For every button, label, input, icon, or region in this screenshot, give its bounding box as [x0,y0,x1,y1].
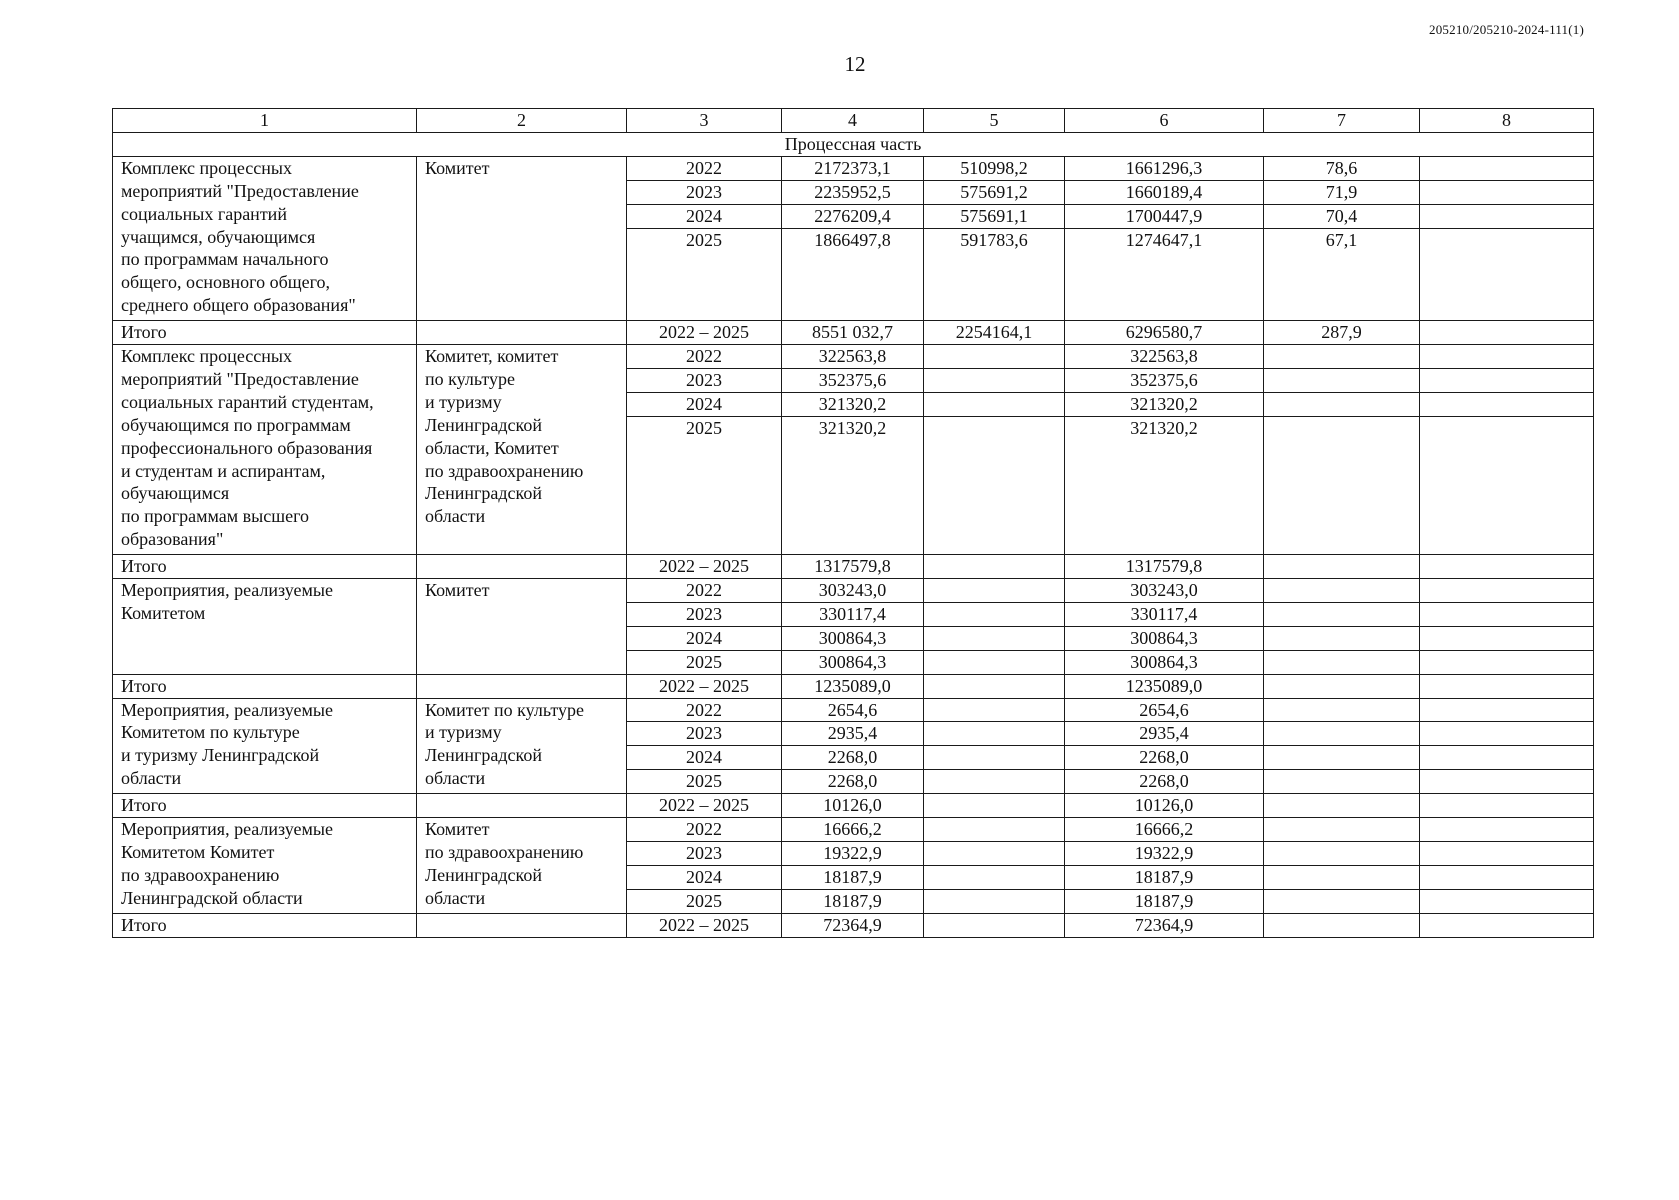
value-cell-c5 [924,842,1065,866]
value-cell-c7 [1264,416,1420,554]
value-cell-c4: 2268,0 [782,770,924,794]
value-cell-c6: 303243,0 [1065,579,1264,603]
budget-table [112,108,1594,938]
value-cell-c6: 18187,9 [1065,889,1264,913]
year-cell: 2022 [627,579,782,603]
value-cell-c8 [1420,228,1594,321]
value-cell-c4: 2935,4 [782,722,924,746]
value-cell-c5 [924,392,1065,416]
total-value-c8 [1420,794,1594,818]
activity-name: Комплекс процессных мероприятий "Предоставление социальных гарантий студентам, обучающимся по программам профессионального образования и студентам и аспирантам, обучающимся по программам высшего образования" [113,345,417,555]
year-cell: 2025 [627,770,782,794]
value-cell-c5 [924,746,1065,770]
year-cell: 2022 [627,698,782,722]
activity-name: Мероприятия, реализуемые Комитетом [113,579,417,675]
year-cell: 2022 [627,156,782,180]
year-cell: 2023 [627,842,782,866]
total-label: Итого [113,913,417,937]
total-value-c5 [924,674,1065,698]
total-value-c5 [924,555,1065,579]
value-cell-c7 [1264,626,1420,650]
value-cell-c6: 19322,9 [1065,842,1264,866]
table-body [113,109,1594,938]
value-cell-c4: 2172373,1 [782,156,924,180]
value-cell-c8 [1420,368,1594,392]
column-number-header: 6 [1065,109,1264,133]
value-cell-c7 [1264,650,1420,674]
value-cell-c7 [1264,865,1420,889]
value-cell-c8 [1420,746,1594,770]
value-cell-c5 [924,722,1065,746]
value-cell-c4: 2268,0 [782,746,924,770]
header-row [113,109,1594,133]
total-value-c6: 1235089,0 [1065,674,1264,698]
value-cell-c4: 1866497,8 [782,228,924,321]
year-cell: 2023 [627,368,782,392]
page-number: 12 [844,52,866,76]
value-cell-c4: 321320,2 [782,392,924,416]
total-value-c5: 2254164,1 [924,321,1065,345]
section-row [113,132,1594,156]
total-value-c7 [1264,674,1420,698]
column-number-header: 3 [627,109,782,133]
value-cell-c5 [924,416,1065,554]
value-cell-c5: 510998,2 [924,156,1065,180]
value-cell-c4: 2654,6 [782,698,924,722]
value-cell-c5 [924,626,1065,650]
column-number-header: 7 [1264,109,1420,133]
value-cell-c7: 78,6 [1264,156,1420,180]
year-cell: 2023 [627,602,782,626]
total-value-c8 [1420,555,1594,579]
column-number-header: 2 [417,109,627,133]
value-cell-c8 [1420,818,1594,842]
value-cell-c8 [1420,698,1594,722]
value-cell-c5: 575691,1 [924,204,1065,228]
value-cell-c7 [1264,746,1420,770]
value-cell-c6: 1661296,3 [1065,156,1264,180]
total-period: 2022 – 2025 [627,913,782,937]
total-row [113,674,1594,698]
value-cell-c4: 352375,6 [782,368,924,392]
value-cell-c6: 300864,3 [1065,626,1264,650]
activity-name: Мероприятия, реализуемые Комитетом Комитет по здравоохранению Ленинградской области [113,818,417,914]
value-cell-c4: 2235952,5 [782,180,924,204]
value-cell-c8 [1420,204,1594,228]
year-cell: 2022 [627,345,782,369]
year-cell: 2024 [627,204,782,228]
value-cell-c4: 330117,4 [782,602,924,626]
value-cell-c8 [1420,602,1594,626]
value-cell-c6: 322563,8 [1065,345,1264,369]
value-cell-c6: 321320,2 [1065,392,1264,416]
total-label: Итого [113,794,417,818]
value-cell-c5 [924,368,1065,392]
executor-name: Комитет по культуре и туризму Ленинградской области [417,698,627,794]
value-cell-c4: 16666,2 [782,818,924,842]
value-cell-c4: 322563,8 [782,345,924,369]
value-cell-c8 [1420,770,1594,794]
value-cell-c8 [1420,889,1594,913]
total-label: Итого [113,555,417,579]
value-cell-c8 [1420,156,1594,180]
value-cell-c7 [1264,392,1420,416]
value-cell-c8 [1420,345,1594,369]
total-value-c6: 72364,9 [1065,913,1264,937]
value-cell-c8 [1420,579,1594,603]
total-executor-empty [417,674,627,698]
value-cell-c4: 19322,9 [782,842,924,866]
total-value-c5 [924,913,1065,937]
column-number-header: 1 [113,109,417,133]
value-cell-c7: 71,9 [1264,180,1420,204]
value-cell-c6: 18187,9 [1065,865,1264,889]
year-cell: 2025 [627,889,782,913]
value-cell-c5 [924,698,1065,722]
total-value-c6: 6296580,7 [1065,321,1264,345]
value-cell-c8 [1420,842,1594,866]
value-cell-c6: 2654,6 [1065,698,1264,722]
value-cell-c6: 1274647,1 [1065,228,1264,321]
value-cell-c4: 2276209,4 [782,204,924,228]
total-value-c4: 1235089,0 [782,674,924,698]
activity-name: Комплекс процессных мероприятий "Предоставление социальных гарантий учащимся, обучающимся по программам начального общего, основного общего, среднего общего образования" [113,156,417,320]
total-value-c4: 1317579,8 [782,555,924,579]
value-cell-c7 [1264,698,1420,722]
value-cell-c8 [1420,392,1594,416]
year-cell: 2024 [627,392,782,416]
value-cell-c7 [1264,345,1420,369]
value-cell-c5 [924,770,1065,794]
column-number-header: 5 [924,109,1065,133]
total-label: Итого [113,674,417,698]
executor-name: Комитет по здравоохранению Ленинградской области [417,818,627,914]
value-cell-c6: 1700447,9 [1065,204,1264,228]
total-executor-empty [417,794,627,818]
value-cell-c5: 575691,2 [924,180,1065,204]
value-cell-c6: 352375,6 [1065,368,1264,392]
year-cell: 2023 [627,722,782,746]
value-cell-c5: 591783,6 [924,228,1065,321]
value-cell-c7 [1264,579,1420,603]
value-cell-c5 [924,818,1065,842]
value-cell-c5 [924,579,1065,603]
value-cell-c6: 300864,3 [1065,650,1264,674]
value-cell-c7 [1264,722,1420,746]
total-row [113,913,1594,937]
total-value-c7 [1264,555,1420,579]
total-value-c6: 10126,0 [1065,794,1264,818]
value-cell-c7 [1264,368,1420,392]
value-cell-c4: 18187,9 [782,865,924,889]
value-cell-c5 [924,865,1065,889]
year-cell: 2022 [627,818,782,842]
value-cell-c7: 70,4 [1264,204,1420,228]
year-cell: 2025 [627,416,782,554]
value-cell-c6: 330117,4 [1065,602,1264,626]
document-id: 205210/205210-2024-111(1) [1429,22,1584,37]
table-row [113,156,1594,180]
value-cell-c7 [1264,602,1420,626]
total-value-c7: 287,9 [1264,321,1420,345]
value-cell-c8 [1420,865,1594,889]
table-row [113,579,1594,603]
total-value-c8 [1420,913,1594,937]
value-cell-c8 [1420,416,1594,554]
total-row [113,794,1594,818]
value-cell-c7 [1264,889,1420,913]
section-title: Процессная часть [113,132,1594,156]
value-cell-c5 [924,345,1065,369]
executor-name: Комитет [417,156,627,320]
year-cell: 2025 [627,228,782,321]
value-cell-c7 [1264,818,1420,842]
value-cell-c5 [924,889,1065,913]
table-row [113,818,1594,842]
value-cell-c6: 2268,0 [1065,746,1264,770]
value-cell-c4: 321320,2 [782,416,924,554]
value-cell-c8 [1420,626,1594,650]
total-row [113,321,1594,345]
value-cell-c4: 18187,9 [782,889,924,913]
activity-name: Мероприятия, реализуемые Комитетом по культуре и туризму Ленинградской области [113,698,417,794]
total-executor-empty [417,555,627,579]
value-cell-c8 [1420,722,1594,746]
year-cell: 2023 [627,180,782,204]
value-cell-c5 [924,602,1065,626]
value-cell-c7 [1264,770,1420,794]
value-cell-c7 [1264,842,1420,866]
value-cell-c4: 300864,3 [782,650,924,674]
total-value-c4: 10126,0 [782,794,924,818]
total-period: 2022 – 2025 [627,321,782,345]
column-number-header: 8 [1420,109,1594,133]
total-value-c7 [1264,794,1420,818]
total-value-c4: 8551 032,7 [782,321,924,345]
value-cell-c6: 2268,0 [1065,770,1264,794]
value-cell-c5 [924,650,1065,674]
value-cell-c6: 1660189,4 [1065,180,1264,204]
total-executor-empty [417,321,627,345]
column-number-header: 4 [782,109,924,133]
value-cell-c4: 303243,0 [782,579,924,603]
table-row [113,698,1594,722]
year-cell: 2025 [627,650,782,674]
value-cell-c4: 300864,3 [782,626,924,650]
value-cell-c6: 2935,4 [1065,722,1264,746]
total-row [113,555,1594,579]
total-label: Итого [113,321,417,345]
total-period: 2022 – 2025 [627,794,782,818]
year-cell: 2024 [627,746,782,770]
total-period: 2022 – 2025 [627,555,782,579]
total-value-c4: 72364,9 [782,913,924,937]
executor-name: Комитет [417,579,627,675]
total-value-c8 [1420,321,1594,345]
value-cell-c6: 16666,2 [1065,818,1264,842]
value-cell-c8 [1420,650,1594,674]
total-value-c5 [924,794,1065,818]
total-period: 2022 – 2025 [627,674,782,698]
value-cell-c8 [1420,180,1594,204]
total-value-c8 [1420,674,1594,698]
total-value-c7 [1264,913,1420,937]
total-executor-empty [417,913,627,937]
executor-name: Комитет, комитет по культуре и туризму Ленинградской области, Комитет по здравоохранению Ленинградской области [417,345,627,555]
value-cell-c7: 67,1 [1264,228,1420,321]
year-cell: 2024 [627,865,782,889]
table-row [113,345,1594,369]
year-cell: 2024 [627,626,782,650]
value-cell-c6: 321320,2 [1065,416,1264,554]
total-value-c6: 1317579,8 [1065,555,1264,579]
